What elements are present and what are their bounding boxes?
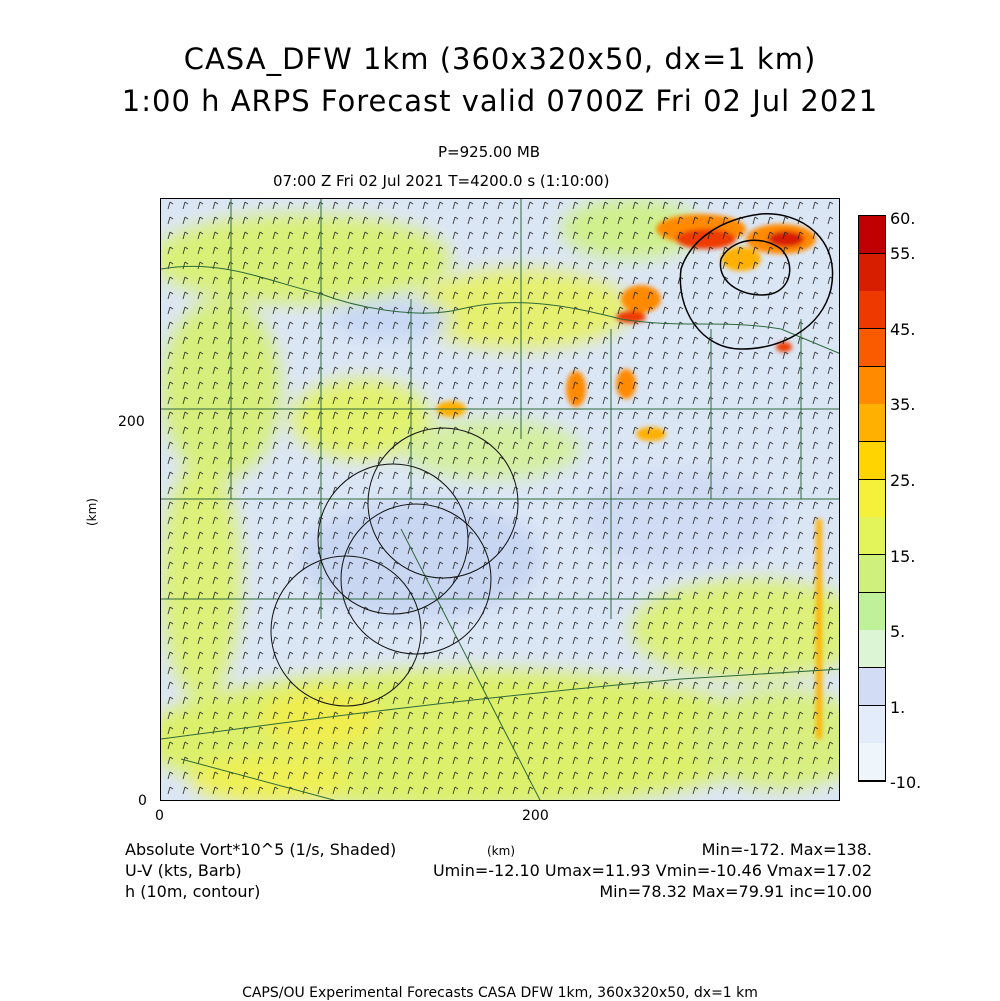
colorbar-label: -10. [890,773,922,792]
colorbar-cell [859,555,885,593]
map-plot [160,198,840,801]
legend-field-height: h (10m, contour) [125,882,261,901]
valid-time: 07:00 Z Fri 02 Jul 2021 T=4200.0 s (1:10:00) [273,172,610,190]
colorbar-label: 55. [890,244,916,263]
colorbar-cell [859,254,885,292]
colorbar-cell [859,442,885,480]
x-axis-label: (km) [487,844,516,858]
colorbar-cell [859,329,885,367]
y-axis-label: (km) [85,497,100,527]
colorbar-label: 60. [890,209,916,228]
colorbar-cell [859,668,885,706]
vorticity-field [161,199,840,801]
colorbar-label: 5. [890,622,906,641]
colorbar-cell [859,630,885,668]
y-tick-0: 0 [138,793,147,809]
stats-wind: Umin=-12.10 Umax=11.93 Vmin=-10.46 Vmax=17.02 [432,861,872,880]
colorbar-cell [859,706,885,744]
x-tick-200: 200 [522,808,549,824]
colorbar-label: 25. [890,471,916,490]
legend-field-vorticity: Absolute Vort*10^5 (1/s, Shaded) [125,840,397,859]
colorbar-cell [859,593,885,631]
colorbar-cell [859,480,885,518]
title-line-1: CASA_DFW 1km (360x320x50, dx=1 km) [183,42,817,76]
colorbar-cell [859,216,885,254]
stats-height: Min=78.32 Max=79.91 inc=10.00 [599,882,872,901]
footer-credit: CAPS/OU Experimental Forecasts CASA DFW 1km, 360x320x50, dx=1 km [242,985,758,1001]
colorbar-cell [859,367,885,405]
y-tick-200: 200 [118,414,145,430]
colorbar-label: 45. [890,320,916,339]
colorbar-cell [859,404,885,442]
title-line-2: 1:00 h ARPS Forecast valid 0700Z Fri 02 Jul 2021 [121,84,879,118]
colorbar-cell [859,517,885,555]
colorbar-label: 35. [890,395,916,414]
colorbar-label: 1. [890,698,906,717]
pressure-level: P=925.00 MB [438,143,541,161]
colorbar [858,215,886,782]
colorbar-label: 15. [890,547,916,566]
x-tick-0: 0 [155,808,164,824]
legend-field-wind: U-V (kts, Barb) [125,861,242,880]
stats-vorticity: Min=-172. Max=138. [701,840,872,859]
colorbar-cell [859,291,885,329]
colorbar-cell [859,743,885,781]
